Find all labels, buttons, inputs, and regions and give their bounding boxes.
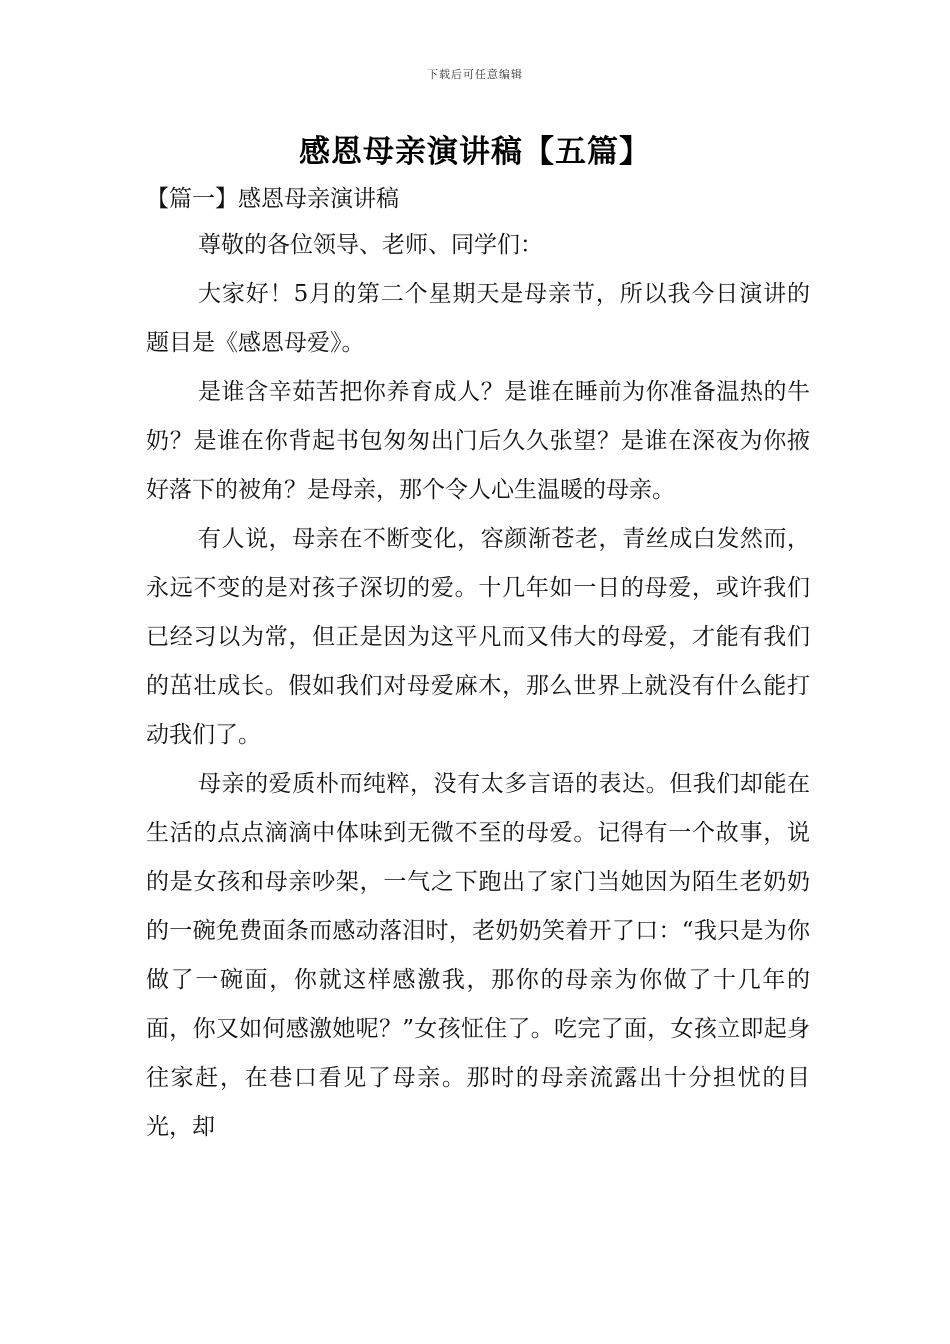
paragraph-story: 母亲的爱质朴而纯粹，没有太多言语的表达。但我们却能在生活的点点滴滴中体味到无微不至的母爱。记得有一个故事，说的是女孩和母亲吵架，一气之下跑出了家门当她因为陌生老奶奶的一碗免费面条而感动落泪时，老奶奶笑着开了口：“我只是为你做了一碗面，你就这样感激我，那你的母亲为你做了十几年的面，你又如何感激她呢？”女孩怔住了。吃完了面，女孩立即起身往家赶，在巷口看见了母亲。那时的母亲流露出十分担忧的目光，却 bbox=[146, 771, 810, 1140]
paragraph-unchanging-love: 有人说，母亲在不断变化，容颜渐苍老，青丝成白发然而，永远不变的是对孩子深切的爱。十几年如一日的母爱，或许我们已经习以为常，但正是因为这平凡而又伟大的母爱，才能有我们的茁壮成长。假如我们对母爱麻木，那么世界上就没有什么能打动我们了。 bbox=[146, 526, 810, 748]
paragraph-intro: 大家好！5月的第二个星期天是母亲节，所以我今日演讲的题目是《感恩母爱》。 bbox=[146, 281, 810, 356]
paragraph-questions: 是谁含辛茹苦把你养育成人？是谁在睡前为你准备温热的牛奶？是谁在你背起书包匆匆出门后久久张望？是谁在深夜为你掖好落下的被角？是母亲，那个令人心生温暖的母亲。 bbox=[146, 379, 810, 503]
paragraph-greeting: 尊敬的各位领导、老师、同学们： bbox=[198, 232, 543, 258]
document-title: 感恩母亲演讲稿【五篇】 bbox=[299, 134, 651, 170]
section-heading: 【篇一】感恩母亲演讲稿 bbox=[146, 186, 399, 212]
header-note: 下载后可任意编辑 bbox=[427, 68, 523, 81]
document-body bbox=[146, 221, 810, 1152]
